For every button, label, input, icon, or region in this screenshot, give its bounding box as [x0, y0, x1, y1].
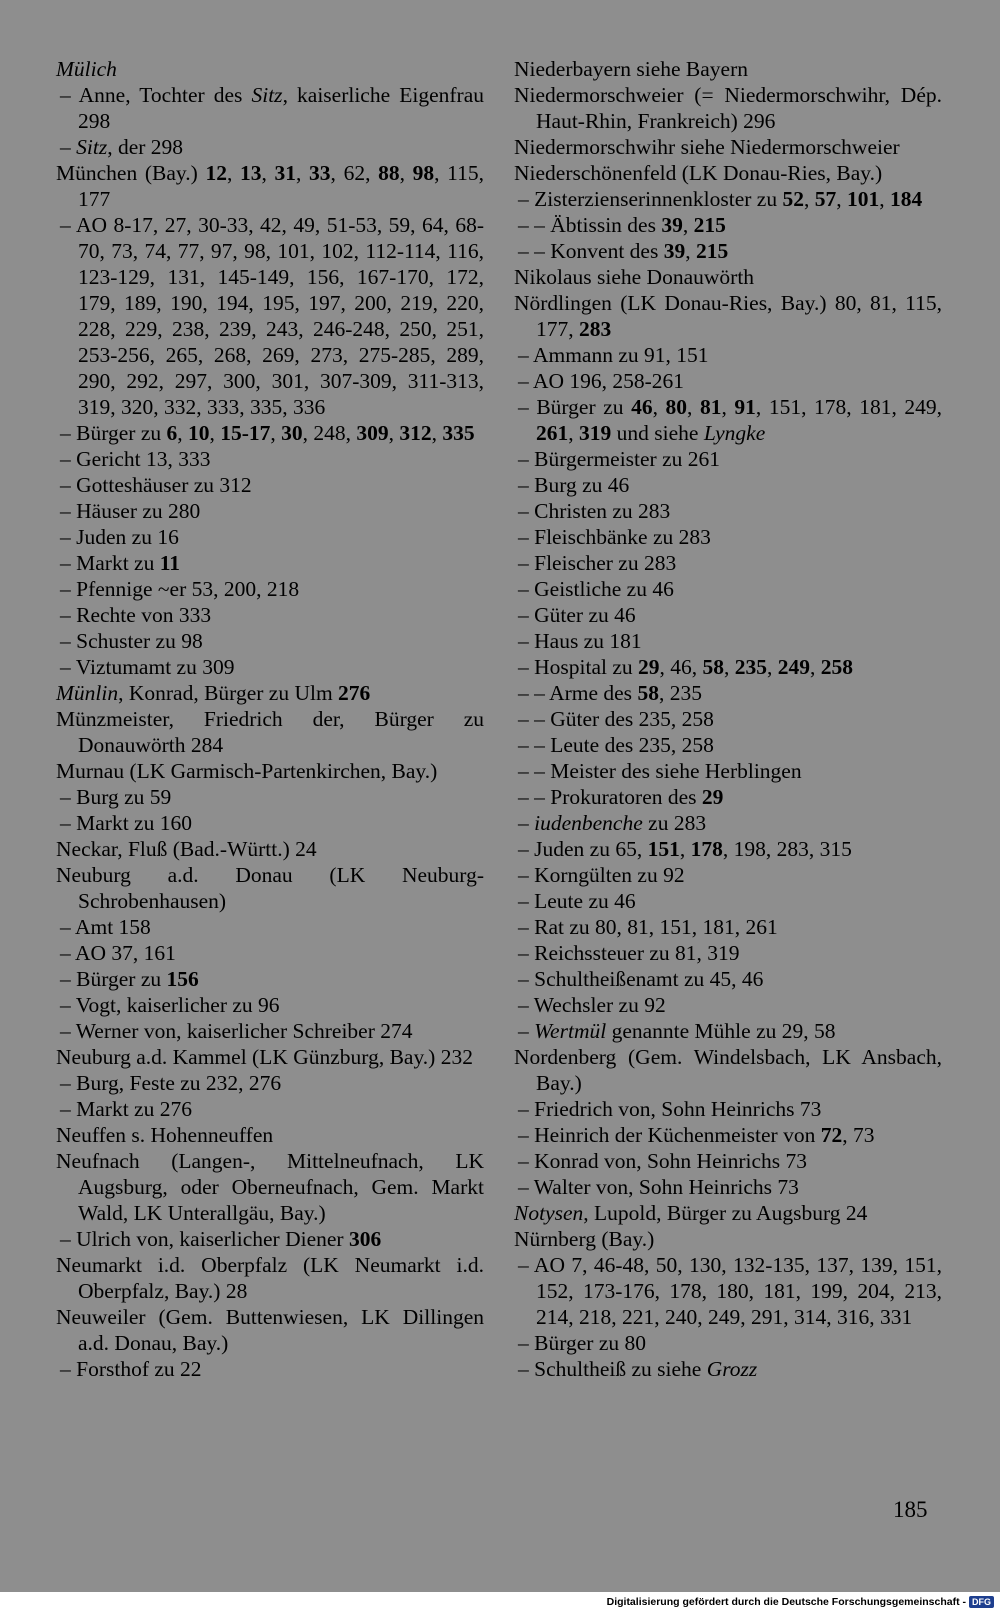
bold-reference: 31 [274, 161, 297, 185]
entry-text: Neumarkt i.d. Oberpfalz (LK Neumarkt i.d. Oberpfalz, Bay.) 28 [56, 1253, 484, 1303]
entry-text: – Bürger zu [518, 395, 632, 419]
footer-text: Digitalisierung gefördert durch die Deutsche Forschungsgemeinschaft - [606, 1596, 966, 1608]
index-subentry [56, 498, 484, 524]
index-subentry [514, 212, 942, 238]
entry-text: , [568, 421, 579, 445]
entry-text: , Konrad, Bürger zu Ulm [118, 681, 339, 705]
bold-reference: 156 [166, 967, 199, 991]
index-subentry [56, 212, 484, 420]
entry-text: , 46, [659, 655, 703, 679]
entry-text: , [296, 161, 310, 185]
entry-text: – AO 37, 161 [60, 941, 176, 965]
index-subentry [514, 1018, 942, 1044]
index-subentry [514, 446, 942, 472]
bold-reference: 178 [690, 837, 723, 861]
index-entry [514, 290, 942, 342]
bold-reference: 29 [701, 785, 724, 809]
entry-text: – Ammann zu 91, 151 [518, 343, 709, 367]
entry-text: genannte Mühle zu 29, 58 [606, 1019, 836, 1043]
italic-text: Mülich [56, 57, 117, 81]
index-subentry [514, 680, 942, 706]
bold-reference: 309 [356, 421, 389, 445]
index-entry [56, 680, 484, 706]
entry-text: – Burg, Feste zu 232, 276 [60, 1071, 282, 1095]
italic-text: Münlin [56, 681, 119, 705]
index-subentry [514, 238, 942, 264]
italic-text: iudenbenche [534, 811, 643, 835]
index-subentry [56, 1070, 484, 1096]
entry-text: – Rat zu 80, 81, 151, 181, 261 [518, 915, 778, 939]
index-subentry [514, 394, 942, 446]
entry-text: Münzmeister, Friedrich der, Bürger zu Donauwörth 284 [56, 707, 484, 757]
entry-text: – Leute zu 46 [518, 889, 636, 913]
index-subentry [514, 758, 942, 784]
entry-text: – Fleischer zu 283 [518, 551, 677, 575]
index-subentry [514, 342, 942, 368]
italic-text: Sitz [251, 83, 283, 107]
entry-text: – Juden zu 65, [518, 837, 648, 861]
entry-text: , [226, 161, 240, 185]
entry-text: – Juden zu 16 [60, 525, 179, 549]
bold-reference: 258 [820, 655, 854, 679]
bold-reference: 215 [693, 213, 726, 237]
entry-text: – Bürgermeister zu 261 [518, 447, 721, 471]
index-subentry [514, 1356, 942, 1382]
entry-text: – Markt zu 276 [60, 1097, 192, 1121]
index-subentry [514, 1122, 942, 1148]
index-subentry [514, 706, 942, 732]
bold-reference: 276 [338, 681, 371, 705]
entry-text: – – Prokuratoren des [518, 785, 702, 809]
entry-text: Nördlingen (LK Donau-Ries, Bay.) 80, 81, 115, 177, [514, 291, 942, 341]
bold-reference: 151 [647, 837, 680, 861]
entry-text: , 115, 177 [78, 161, 484, 211]
entry-text: , [431, 421, 443, 445]
entry-text: , 198, 283, 315 [722, 837, 852, 861]
entry-text: , [767, 655, 778, 679]
italic-text: Sitz [76, 135, 108, 159]
index-entry [514, 82, 942, 134]
index-subentry [56, 134, 484, 160]
index-subentry [514, 524, 942, 550]
index-subentry [514, 628, 942, 654]
entry-text: – Markt zu [60, 551, 160, 575]
entry-text: – – Arme des [518, 681, 638, 705]
index-subentry [514, 940, 942, 966]
index-column-right [514, 56, 942, 1382]
bold-reference: 335 [442, 421, 475, 445]
index-subentry [56, 1226, 484, 1252]
entry-text: – Konrad von, Sohn Heinrichs 73 [518, 1149, 808, 1173]
index-entry [514, 1226, 942, 1252]
entry-text: und siehe [611, 421, 704, 445]
entry-text: , [652, 395, 666, 419]
entry-text: – – Äbtissin des [518, 213, 662, 237]
bold-reference: 319 [579, 421, 612, 445]
entry-text: , [399, 161, 413, 185]
entry-text: – Häuser zu 280 [60, 499, 201, 523]
bold-reference: 29 [638, 655, 660, 679]
entry-text: Neuweiler (Gem. Buttenwiesen, LK Dillingen a.d. Donau, Bay.) [56, 1305, 484, 1355]
index-entry [514, 134, 942, 160]
entry-text: – Fleischbänke zu 283 [518, 525, 711, 549]
entry-text: Nikolaus siehe Donauwörth [514, 265, 755, 289]
entry-text: – Haus zu 181 [518, 629, 642, 653]
entry-text: – Heinrich der Küchenmeister von [518, 1123, 821, 1147]
index-subentry [514, 1330, 942, 1356]
entry-text: , [261, 161, 275, 185]
entry-text: , 235 [658, 681, 702, 705]
index-entry [56, 706, 484, 758]
index-entry [56, 1304, 484, 1356]
index-entry [514, 160, 942, 186]
entry-text: – Anne, Tochter des [60, 83, 252, 107]
index-subentry [56, 602, 484, 628]
entry-text: – Amt 158 [60, 915, 151, 939]
entry-text: Neuburg a.d. Kammel (LK Günzburg, Bay.) 232 [56, 1045, 473, 1069]
entry-text: , 62, [330, 161, 379, 185]
index-subentry [56, 472, 484, 498]
entry-text: – Güter zu 46 [518, 603, 636, 627]
entry-text: Niederschönenfeld (LK Donau-Ries, Bay.) [514, 161, 883, 185]
entry-text: , [685, 239, 696, 263]
index-subentry [56, 576, 484, 602]
bold-reference: 306 [348, 1227, 382, 1251]
bold-reference: 101 [846, 187, 880, 211]
index-entry [56, 1148, 484, 1226]
index-subentry [514, 966, 942, 992]
entry-text: Neufnach (Langen-, Mittelneufnach, LK Augsburg, oder Oberneufnach, Gem. Markt Wald, LK Unterallgäu, Bay.) [56, 1149, 484, 1225]
index-subentry [56, 810, 484, 836]
entry-text: – – Konvent des [518, 239, 664, 263]
entry-text: , [388, 421, 400, 445]
entry-text: Neuburg a.d. Donau (LK Neuburg-Schrobenhausen) [56, 863, 484, 913]
entry-text: – Hospital zu [518, 655, 639, 679]
index-entry [514, 1044, 942, 1096]
bold-reference: 235 [734, 655, 768, 679]
index-subentry [56, 784, 484, 810]
entry-text: – – Güter des 235, 258 [518, 707, 714, 731]
entry-text: – – Leute des 235, 258 [518, 733, 714, 757]
entry-text: – [60, 135, 77, 159]
index-entry [56, 862, 484, 914]
bold-reference: 58 [637, 681, 659, 705]
entry-text: – Schuster zu 98 [60, 629, 203, 653]
entry-text: – AO 7, 46-48, 50, 130, 132-135, 137, 139, 151, 152, 173-176, 178, 180, 181, 199, 204, 213, 214, 218, 221, 240, 249, 291, 314, 316, 331 [518, 1253, 942, 1329]
entry-text: – AO 196, 258-261 [518, 369, 685, 393]
entry-text: , [687, 395, 700, 419]
index-subentry [56, 446, 484, 472]
bold-reference: 57 [814, 187, 837, 211]
index-entry [56, 758, 484, 784]
entry-text: München (Bay.) [56, 161, 206, 185]
entry-text: – Bürger zu [60, 967, 167, 991]
index-entry [56, 160, 484, 212]
entry-text: – Ulrich von, kaiserlicher Diener [60, 1227, 349, 1251]
index-subentry [514, 810, 942, 836]
entry-text: , [177, 421, 188, 445]
bold-reference: 11 [159, 551, 181, 575]
entry-text: – Werner von, kaiserlicher Schreiber 274 [60, 1019, 413, 1043]
entry-text: – Bürger zu 80 [518, 1331, 646, 1355]
entry-text: , [836, 187, 847, 211]
index-subentry [56, 524, 484, 550]
italic-text: Wertmül [534, 1019, 607, 1043]
index-subentry [514, 992, 942, 1018]
bold-reference: 261 [536, 421, 569, 445]
entry-text: , Lupold, Bürger zu Augsburg 24 [583, 1201, 868, 1225]
bold-reference: 52 [782, 187, 804, 211]
index-entry [56, 1252, 484, 1304]
entry-text: – Friedrich von, Sohn Heinrichs 73 [518, 1097, 822, 1121]
index-subentry [56, 628, 484, 654]
entry-text: – Burg zu 59 [60, 785, 172, 809]
entry-text: , [879, 187, 890, 211]
entry-text: – Reichssteuer zu 81, 319 [518, 941, 740, 965]
bold-reference: 39 [661, 213, 683, 237]
index-subentry [56, 1096, 484, 1122]
entry-text: , [209, 421, 221, 445]
index-subentry [56, 914, 484, 940]
index-subentry [514, 784, 942, 810]
index-subentry [514, 1096, 942, 1122]
italic-text: Notysen [514, 1201, 584, 1225]
index-subentry [514, 836, 942, 862]
entry-text: , [810, 655, 821, 679]
index-subentry [56, 1356, 484, 1382]
entry-text: – Pfennige ~er 53, 200, 218 [60, 577, 300, 601]
index-subentry [56, 940, 484, 966]
bold-reference: 39 [663, 239, 686, 263]
index-subentry [514, 1148, 942, 1174]
entry-text: , [270, 421, 282, 445]
entry-text: Neckar, Fluß (Bad.-Württ.) 24 [56, 837, 317, 861]
index-subentry [514, 732, 942, 758]
entry-text: – Vogt, kaiserlicher zu 96 [60, 993, 280, 1017]
entry-text: , 248, [302, 421, 357, 445]
entry-text: – Forsthof zu 22 [60, 1357, 202, 1381]
index-subentry [56, 1018, 484, 1044]
index-subentry [56, 992, 484, 1018]
bold-reference: 88 [378, 161, 400, 185]
entry-text: , kaiserliche Eigenfrau 298 [78, 83, 484, 133]
entry-text: – AO 8-17, 27, 30-33, 42, 49, 51-53, 59, 64, 68-70, 73, 74, 77, 97, 98, 101, 102, 112-114, 116, 123-129, 131, 145-149, 156, 167-170, 172, 179, 189, 190, 194, 195, 197, 200, 219, 220, 228, 229, 238, 239, 243, 246-248, 250, 251, 253-256, 265, 268, 269, 273, 275-285, 289, 290, 292, 297, 300, 301, 307-309, 311-313, 319, 320, 332, 333, 335, 336 [60, 213, 484, 419]
entry-text: , [803, 187, 815, 211]
index-entry [514, 1200, 942, 1226]
index-subentry [514, 862, 942, 888]
index-subentry [56, 966, 484, 992]
entry-text: – Bürger zu [60, 421, 167, 445]
entry-text: – Korngülten zu 92 [518, 863, 685, 887]
bold-reference: 13 [239, 161, 262, 185]
index-entry [56, 836, 484, 862]
index-subentry [514, 914, 942, 940]
entry-text: – Gotteshäuser zu 312 [60, 473, 252, 497]
index-entry [514, 56, 942, 82]
index-subentry [56, 654, 484, 680]
index-entry [514, 264, 942, 290]
index-subentry [514, 654, 942, 680]
entry-text: , [682, 213, 694, 237]
bold-reference: 249 [777, 655, 811, 679]
entry-text: , [721, 395, 735, 419]
bold-reference: 98 [412, 161, 435, 185]
entry-text: – [518, 1019, 535, 1043]
italic-text: Grozz [706, 1357, 758, 1381]
entry-text: – Markt zu 160 [60, 811, 192, 835]
entry-text: Niedermorschweier (= Niedermorschwihr, Dép. Haut-Rhin, Frankreich) 296 [514, 83, 942, 133]
entry-text: , 73 [842, 1123, 875, 1147]
bold-reference: 30 [281, 421, 303, 445]
entry-text: Neuffen s. Hohenneuffen [56, 1123, 274, 1147]
entry-text: – Christen zu 283 [518, 499, 671, 523]
entry-text: – Zisterzienserinnenkloster zu [518, 187, 783, 211]
bold-reference: 184 [889, 187, 923, 211]
bold-reference: 72 [820, 1123, 843, 1147]
entry-text: – Schultheiß zu siehe [518, 1357, 707, 1381]
entry-text: – Geistliche zu 46 [518, 577, 674, 601]
entry-text: – Viztumamt zu 309 [60, 655, 235, 679]
index-subentry [56, 550, 484, 576]
bold-reference: 33 [309, 161, 331, 185]
index-subentry [514, 550, 942, 576]
index-subentry [56, 420, 484, 446]
bold-reference: 215 [695, 239, 729, 263]
index-entry [56, 1122, 484, 1148]
entry-text: – – Meister des siehe Herblingen [518, 759, 802, 783]
bold-reference: 6 [166, 421, 178, 445]
entry-text: – Walter von, Sohn Heinrichs 73 [518, 1175, 799, 1199]
bold-reference: 10 [187, 421, 210, 445]
entry-text: Nordenberg (Gem. Windelsbach, LK Ansbach, Bay.) [514, 1045, 942, 1095]
bold-reference: 81 [699, 395, 722, 419]
entry-text: Niederbayern siehe Bayern [514, 57, 749, 81]
italic-text: Lyngke [703, 421, 766, 445]
bold-reference: 58 [702, 655, 725, 679]
entry-text: , 151, 178, 181, 249, [755, 395, 943, 419]
index-subentry [514, 186, 942, 212]
bold-reference: 91 [734, 395, 756, 419]
entry-text: – Wechsler zu 92 [518, 993, 666, 1017]
footer-credit [607, 1594, 994, 1610]
bold-reference: 15-17 [220, 421, 271, 445]
entry-text: , [679, 837, 691, 861]
entry-text: – [518, 811, 535, 835]
index-entry [56, 1044, 484, 1070]
index-subentry [56, 82, 484, 134]
index-subentry [514, 576, 942, 602]
entry-text: – Rechte von 333 [60, 603, 212, 627]
bold-reference: 12 [205, 161, 227, 185]
dfg-logo: DFG [969, 1596, 994, 1608]
entry-text: zu 283 [642, 811, 707, 835]
index-subentry [514, 368, 942, 394]
index-subentry [514, 602, 942, 628]
index-subentry [514, 888, 942, 914]
index-subentry [514, 498, 942, 524]
entry-text: Niedermorschwihr siehe Niedermorschweier [514, 135, 900, 159]
bold-reference: 46 [631, 395, 653, 419]
entry-text: – Burg zu 46 [518, 473, 630, 497]
entry-text: Nürnberg (Bay.) [514, 1227, 655, 1251]
bold-reference: 80 [665, 395, 688, 419]
index-subentry [514, 472, 942, 498]
bold-reference: 312 [399, 421, 432, 445]
bold-reference: 283 [579, 317, 612, 341]
index-column-left [56, 56, 484, 1382]
entry-text: Murnau (LK Garmisch-Partenkirchen, Bay.) [56, 759, 438, 783]
page-number: 185 [893, 1497, 928, 1522]
entry-text: – Schultheißenamt zu 45, 46 [518, 967, 764, 991]
index-subentry [514, 1252, 942, 1330]
index-entry [56, 56, 484, 82]
entry-text: – Gericht 13, 333 [60, 447, 211, 471]
entry-text: , der 298 [107, 135, 184, 159]
index-subentry [514, 1174, 942, 1200]
entry-text: , [724, 655, 735, 679]
